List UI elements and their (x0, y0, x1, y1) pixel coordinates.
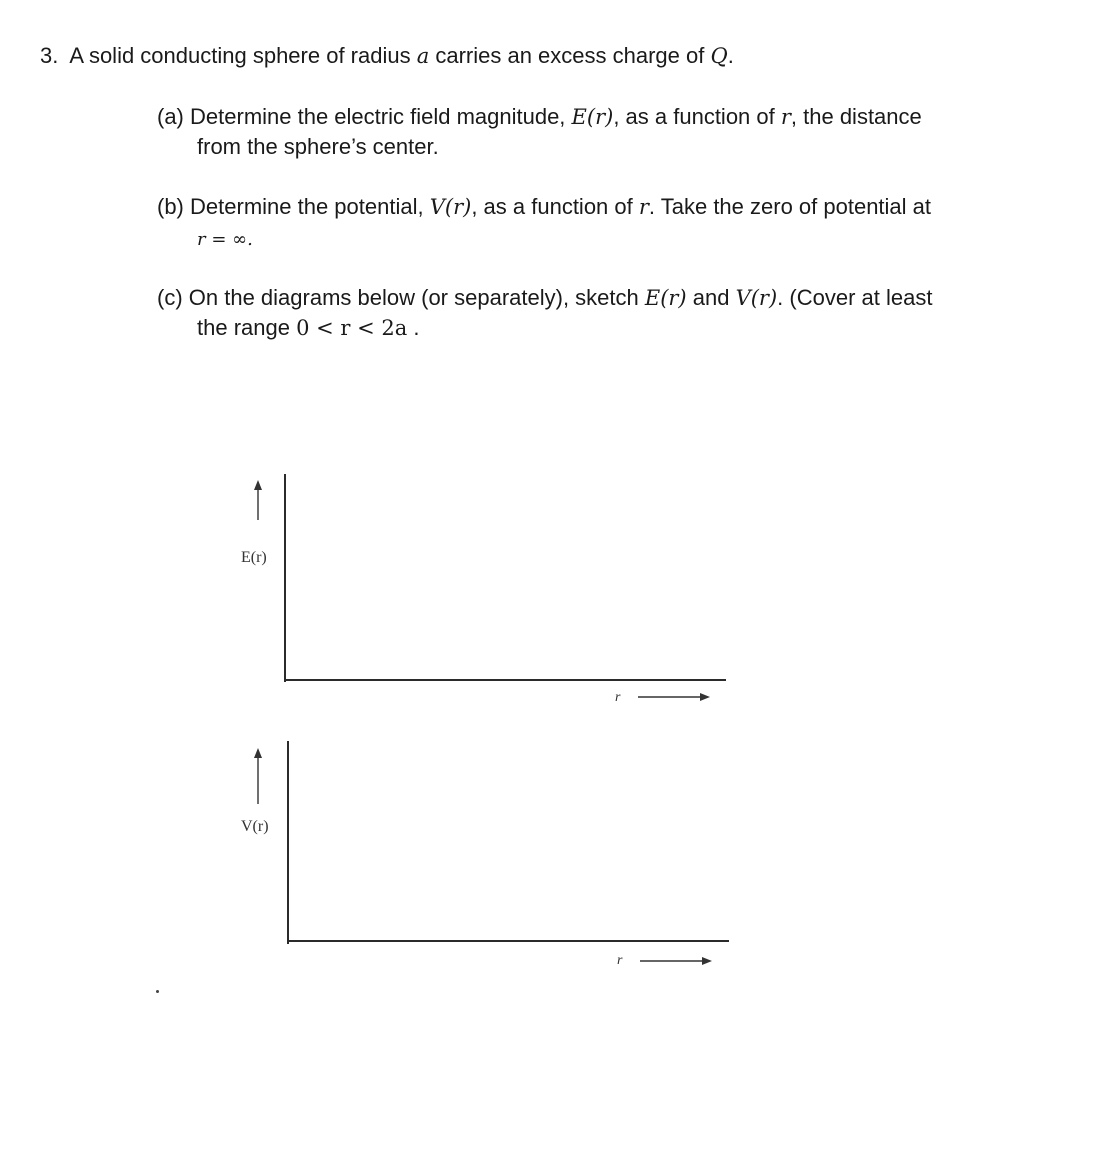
graph-e-y-arrow (252, 480, 264, 520)
part-c-line-2: the range 0 < r < 2a . (197, 315, 420, 340)
graph-v-x-axis (287, 940, 729, 942)
graph-e-x-label: r (615, 690, 621, 705)
part-a-label: (a) (157, 104, 184, 129)
scan-speck (156, 990, 159, 993)
graph-v-x-arrow (640, 956, 712, 966)
part-a-line-2: from the sphere’s center. (197, 134, 439, 159)
graph-e-y-axis (284, 474, 286, 682)
graph-v-y-axis (287, 741, 289, 944)
graph-e-x-arrow (638, 692, 710, 702)
graph-v-x-label: r (617, 953, 623, 968)
graph-v-y-arrow (252, 748, 264, 804)
part-c-label: (c) (157, 285, 183, 310)
graph-v-y-label: V(r) (241, 818, 269, 835)
problem-number: 3. (40, 43, 59, 68)
part-c-line-1: (c) On the diagrams below (or separately), sketch E(r) and V(r). (Cover at least (157, 285, 933, 310)
part-b-line-1: (b) Determine the potential, V(r), as a function of r. Take the zero of potential at (157, 194, 932, 219)
part-b-line-2: r = ∞. (197, 229, 253, 250)
part-b-label: (b) (157, 194, 184, 219)
part-a-line-1: (a) Determine the electric field magnitude, E(r), as a function of r, the distance (157, 104, 922, 129)
graph-e-x-axis (284, 679, 726, 681)
problem-statement: 3. A solid conducting sphere of radius a carries an excess charge of Q. (40, 43, 734, 68)
graph-e-y-label: E(r) (241, 549, 267, 566)
